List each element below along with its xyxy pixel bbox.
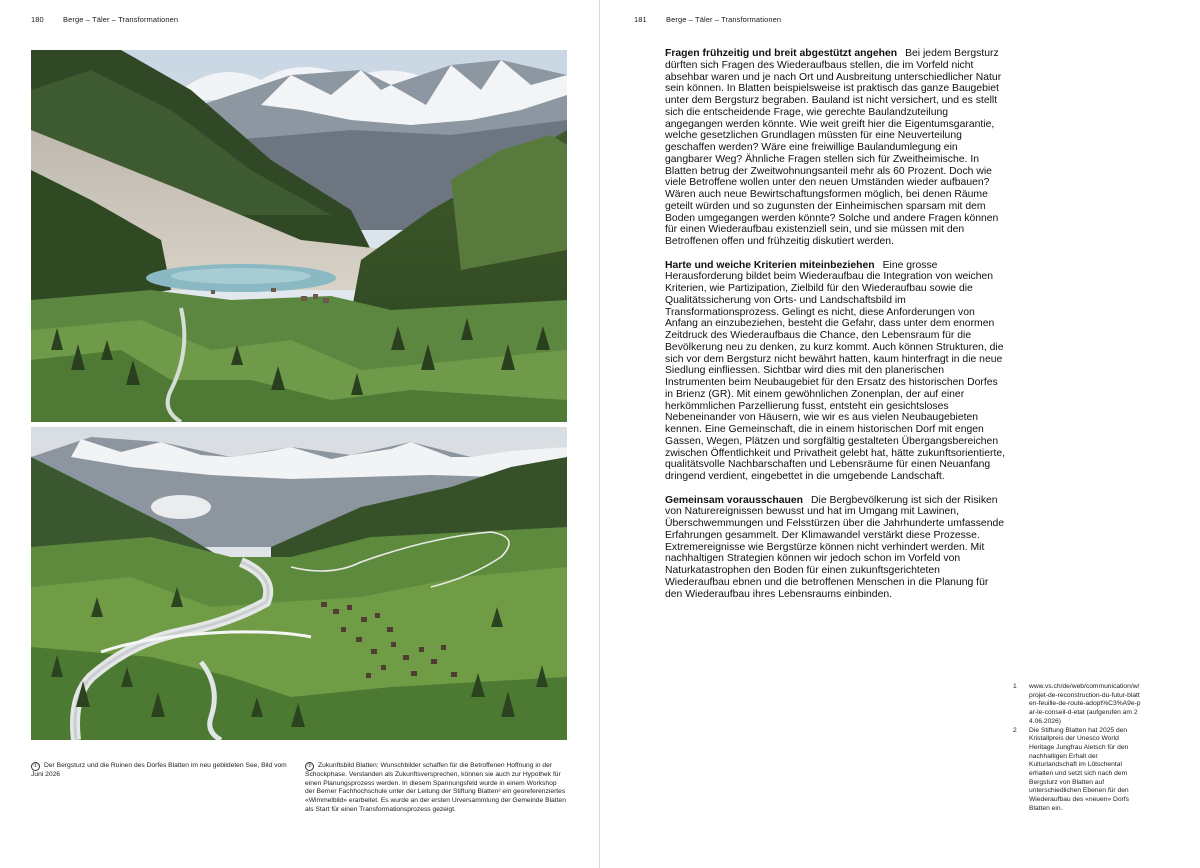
footnote-number: 2 — [1013, 726, 1017, 734]
caption-2 — [305, 762, 567, 815]
footnote — [1013, 683, 1143, 727]
caption-1-marker: ① — [31, 762, 40, 771]
footnote-text: www.vs.ch/de/web/communication/w/projet-de-reconstruction-du-futur-blatten-feuille-de-route-adopt%C3%A9e-par-le-conseil-d-etat (aufgerufen am 24.06.2026) — [1029, 683, 1141, 725]
footnote-text: Die Stiftung Blatten hat 2025 den Kristallpreis der Unesco World Heritage Jungfrau Aletsch für den nachhaltigen Erhalt der Kulturlandschaft im Lötschental erhalten und setzt sich nach dem Bergsturz von Blatten auf unterschiedlichen Ebenen für den Wiederaufbau des «neuen» Dorfs Blatten ein. — [1029, 726, 1130, 812]
caption-1-text: Der Bergsturz und die Ruinen des Dorfes Blatten im neu gebildeten See, Bild vom Juni 2026 — [31, 762, 287, 778]
photo-landslide-lake — [31, 50, 567, 422]
paragraph-text: Die Bergbevölkerung ist sich der Risiken von Naturereignissen bewusst und hat im Umgang mit Lawinen, Überschwemmungen und Felsstürzen über die Jahrhunderte umfassende Erfahrungen gesammelt. Der Klimawandel verstärkt diese Prozesse. Extremereignisse wie Bergstürze können nicht verhindert werden. Mit nachhaltigen Strategien können wir jedoch schon im Vorfeld von Naturkatastrophen den Boden für einen zukunftsgerichteten Wiederaufbau ebnen und die betroffenen Menschen in die Planung für den Wiederaufbau ihres Lebensraums einbinden. — [665, 494, 1005, 600]
footnote-number: 1 — [1013, 683, 1017, 690]
left-page — [0, 0, 599, 868]
caption-2-marker: ② — [305, 762, 314, 771]
paragraph — [665, 495, 1005, 601]
paragraph — [665, 260, 1005, 483]
paragraph — [665, 48, 1005, 248]
left-running-header — [31, 15, 178, 24]
caption-1 — [31, 762, 291, 780]
footnote — [1013, 727, 1143, 814]
right-running-head: Berge – Täler – Transformationen — [666, 15, 782, 24]
right-running-header — [634, 15, 781, 24]
footnotes — [1013, 683, 1143, 814]
left-running-head: Berge – Täler – Transformationen — [63, 15, 179, 24]
caption-2-text: Zukunftsbild Blatten: Wunschbilder schaffen für die Betroffenen Hoffnung in der Schockphase. Verstanden als Zukunftsversprechen, können sie auch zur Hypothek für einen Planungsprozess werden. In diesem Spannungsfeld wurde in einem Workshop der Berner Fachhochschule unter der Leitung der Stiftung Blatten² ein georeferenziertes «Wimmelbild» erarbeitet. Es wurde an der ersten Urversammlung der Gemeinde Blatten als Start für einen Transformationsprozess gezeigt. — [305, 762, 566, 813]
paragraph-heading: Gemeinsam vorausschauen — [665, 494, 804, 506]
body-text — [665, 48, 1005, 612]
left-page-number: 180 — [31, 15, 44, 24]
paragraph-heading: Fragen frühzeitig und breit abgestützt angehen — [665, 48, 898, 59]
paragraph-text: Bei jedem Bergsturz dürften sich Fragen des Wiederaufbaus stellen, die im Vorfeld nicht absehbar waren und je nach Ort und Ausbreitung unterschiedlicher Natur sein können. In Blatten beispielsweise ist praktisch das ganze Baugebiet unter dem Bergsturz begraben. Bauland ist nicht versichert, und es stellt sich die entscheidende Frage, wie gerechte Baulandzuteilung angegangen werden könnte. Wie weit greift hier die Eigentumsgarantie, welche gesetzlichen Grundlagen müssten für eine Neuverteilung geschaffen werden? Wäre eine freiwillige Baulandumlegung ein gangbarer Weg? Ähnliche Fragen stellen sich für Zweitheimische. In Blatten betrug der Zweitwohnungsanteil mehr als 60 Prozent. Doch wie viele Betroffene wollen unter den neuen Umständen wieder aufbauen? Wären auch neue Bewirtschaftungsformen möglich, bei denen Räume geteilt würden und so zugunsten der Einheimischen sparsam mit dem Boden umgegangen werden könnte? Solche und andere Fragen können für einen Wiederaufbau existenziell sein, und sie müssen mit den Betroffenen offen und frühzeitig diskutiert werden. — [665, 48, 1002, 247]
photo-future-vision-blatten — [31, 427, 567, 740]
right-page-number: 181 — [634, 15, 647, 24]
paragraph-heading: Harte und weiche Kriterien miteinbeziehen — [665, 259, 875, 271]
paragraph-text: Eine grosse Herausforderung bildet beim Wiederaufbau die Integration von weichen Kriterien, wie Partizipation, Zielbild für den Wiederaufbau sowie die Qualitätssicherung von Orts- und Landschaftsbild im Transformationsprozess. Gelingt es nicht, diese Anforderungen von Anfang an einzubeziehen, besteht die Gefahr, dass unter dem enormen Zeitdruck des Wiederaufbaus die Chance, den Lebensraum für die Bevölkerung neu zu denken, zu kurz kommt. Auch können Strukturen, die sich vor dem Bergsturz nicht bewährt hatten, kaum hinterfragt in die neue Siedlung einfliessen. Sichtbar wird dies mit den planerischen Instrumenten beim Neubaugebiet für den Ersatz des historischen Dorfes in Brienz (GR). Mit einem gewöhnlichen Zonenplan, der auf einer herkömmlichen Parzellierung fusst, entsteht ein gesichtsloses Nebeneinander von Häusern, wie wir es aus vielen Neubaugebieten kennen. Eine Gemeinschaft, die in einem historischen Dorf mit engen Gassen, Wegen, Plätzen und sorgfältig gestalteten Übergangsbereichen zwischen Öffentlichkeit und Privatheit gelebt hat, hätte zukunftsorientierte, qualitätsvolle Nachbarschaften und Lebensräume für einen Neuanfang dringend verdient, eingebettet in die umgebende Landschaft. — [665, 259, 1006, 482]
